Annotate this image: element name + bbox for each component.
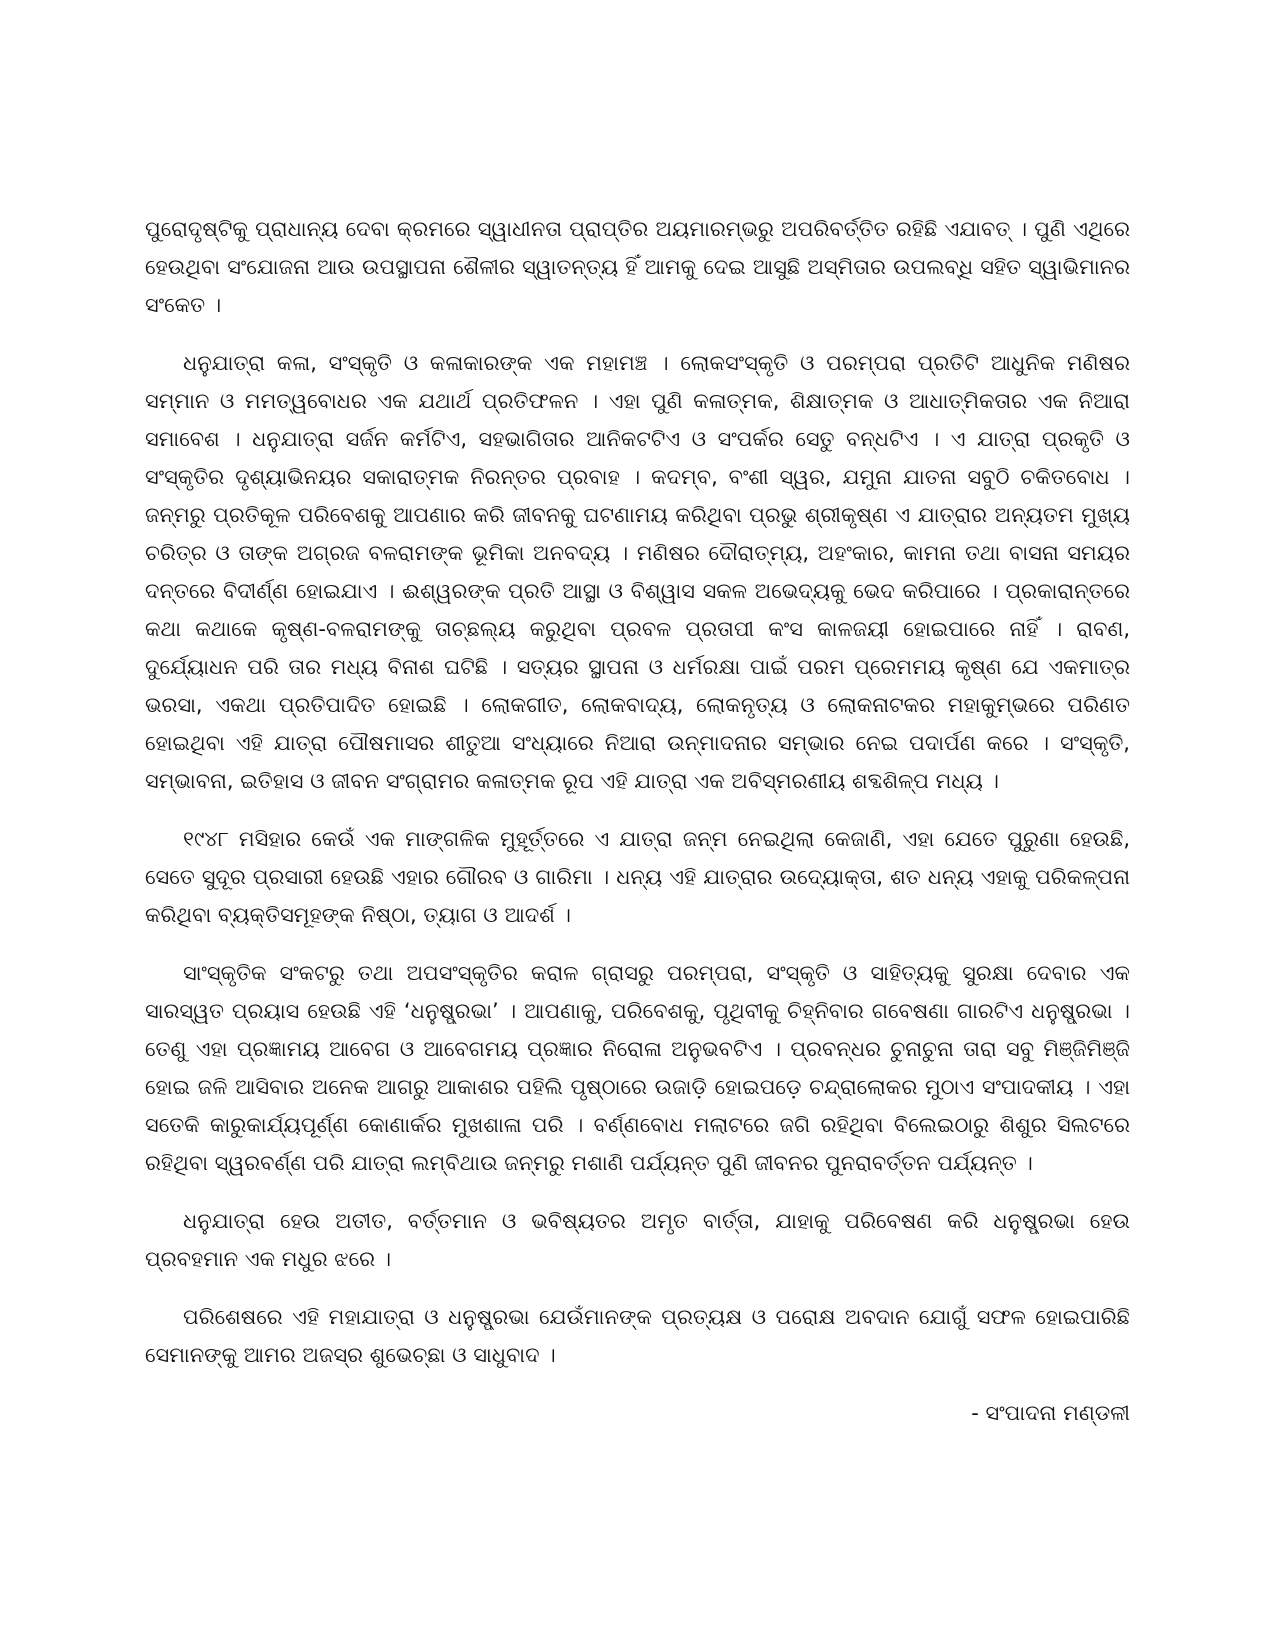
paragraph-6: ପରିଶେଷରେ ଏହି ମହାଯାତ୍ରା ଓ ଧନୁଷ୍ପ୍ରଭା ଯେଉଁମାନଙ୍କ ପ୍ରତ୍ୟକ୍ଷ ଓ ପରୋକ୍ଷ ଅବଦାନ ଯୋଗୁଁ ସଫଳ ହୋଇପାରିଛି ସେମାନଙ୍କୁ ଆମର ଅଜସ୍ର ଶୁଭେଚ୍ଛା ଓ ସାଧୁବାଦ । [145,1305,1130,1367]
paragraph-2: ଧନୁଯାତ୍ରା କଳା, ସଂସ୍କୃତି ଓ କଳାକାରଙ୍କ ଏକ ମହାମଞ୍ଚ । ଲୋକସଂସ୍କୃତି ଓ ପରମ୍ପରା ପ୍ରତିଟି ଆଧୁନିକ ମଣିଷର ସମ୍ମାନ ଓ ମମତ୍ୱବୋଧର ଏକ ଯଥାର୍ଥ ପ୍ରତିଫଳନ । ଏହା ପୁଣି କଳାତ୍ମକ, ଶିକ୍ଷାତ୍ମକ ଓ ଆଧାତ୍ମିକତାର ଏକ ନିଆରା ସମାବେଶ । ଧନୁଯାତ୍ରା ସର୍ଜନ କର୍ମଟିଏ, ସହଭାଗିତାର ଆନିକଟଟିଏ ଓ ସଂପର୍କର ସେତୁ ବନ୍ଧଟିଏ । ଏ ଯାତ୍ରା ପ୍ରକୃତି ଓ ସଂସ୍କୃତିର ଦୃଶ୍ୟାଭିନୟର ସକାରାତ୍ମକ ନିରନ୍ତର ପ୍ରବାହ । କଦମ୍ବ, ବଂଶୀ ସ୍ୱର, ଯମୁନା ଯାତନା ସବୁଠି ଚକିତବୋଧ । ଜନ୍ମରୁ ପ୍ରତିକୂଳ ପରିବେଶକୁ ଆପଣାର କରି ଜୀବନକୁ ଘଟଣାମୟ କରିଥିବା ପ୍ରଭୁ ଶ୍ରୀକୃଷ୍ଣ ଏ ଯାତ୍ରାର ଅନ୍ୟତମ ମୁଖ୍ୟ ଚରିତ୍ର ଓ ତାଙ୍କ ଅଗ୍ରଜ ବଳରାମଙ୍କ ଭୂମିକା ଅନବଦ୍ୟ । ମଣିଷର ଦୌରାତ୍ମ୍ୟ, ଅହଂକାର, କାମନା ତଥା ବାସନା ସମୟର ଦନ୍ତରେ ବିଦୀର୍ଣ୍ଣ ହୋଇଯାଏ । ଈଶ୍ୱରଙ୍କ ପ୍ରତି ଆସ୍ଥା ଓ ବିଶ୍ୱାସ ସକଳ ଅଭେଦ୍ୟକୁ ଭେଦ କରିପାରେ । ପ୍ରକାରାନ୍ତରେ କଥା କଥାକେ କୃଷ୍ଣ-ବଳରାମଙ୍କୁ ତାଚ୍ଛଲ୍ୟ କରୁଥିବା ପ୍ରବଳ ପ୍ରତାପୀ କଂସ କାଳଜୟୀ ହୋଇପାରେ ନାହିଁ । ରାବଣ, ଦୁର୍ଯ୍ୟୋଧନ ପରି ତାର ମଧ୍ୟ ବିନାଶ ଘଟିଛି । ସତ୍ୟର ସ୍ଥାପନା ଓ ଧର୍ମରକ୍ଷା ପାଇଁ ପରମ ପ୍ରେମମୟ କୃଷ୍ଣ ଯେ ଏକମାତ୍ର ଭରସା, ଏକଥା ପ୍ରତିପାଦିତ ହୋଇଛି । ଲୋକଗୀତ, ଲୋକବାଦ୍ୟ, ଲୋକନୃତ୍ୟ ଓ ଲୋକନାଟକର ମହାକୁମ୍ଭରେ ପରିଣତ ହୋଇଥିବା ଏହି ଯାତ୍ରା ପୌଷମାସର ଶୀତୁଆ ସଂଧ୍ୟାରେ ନିଆରା ଉନ୍ମାଦନାର ସମ୍ଭାର ନେଇ ପଦାର୍ପଣ କରେ । ସଂସ୍କୃତି, ସମ୍ଭାବନା, ଇତିହାସ ଓ ଜୀବନ ସଂଗ୍ରାମର କଳାତ୍ମକ ରୂପ ଏହି ଯାତ୍ରା ଏକ ଅବିସ୍ମରଣୀୟ ଶବ୍ଦଶିଳ୍ପ ମଧ୍ୟ । [145,351,1130,793]
editorial-page [145,210,1130,1432]
paragraph-4: ସାଂସ୍କୃତିକ ସଂକଟରୁ ତଥା ଅପସଂସ୍କୃତିର କରାଳ ଗ୍ରାସରୁ ପରମ୍ପରା, ସଂସ୍କୃତି ଓ ସାହିତ୍ୟକୁ ସୁରକ୍ଷା ଦେବାର ଏକ ସାରସ୍ୱତ ପ୍ରୟାସ ହେଉଛି ଏହି ‘ଧନୁଷ୍ପ୍ରଭା’ । ଆପଣାକୁ, ପରିବେଶକୁ, ପୃଥିବୀକୁ ଚିହ୍ନିବାର ଗବେଷଣା ଗାରଟିଏ ଧନୁଷ୍ପ୍ରଭା । ତେଣୁ ଏହା ପ୍ରଜ୍ଞାମୟ ଆବେଗ ଓ ଆବେଗମୟ ପ୍ରଜ୍ଞାର ନିରୋଳା ଅନୁଭବଟିଏ । ପ୍ରବନ୍ଧର ଚୁନାଚୁନା ତାରା ସବୁ ମିଞ୍ଜିମିଞ୍ଜି ହୋଇ ଜଳି ଆସିବାର ଅନେକ ଆଗରୁ ଆକାଶର ପହିଲି ପୃଷ୍ଠାରେ ଉଜାଡ଼ି ହୋଇପଡ଼େ ଚନ୍ଦ୍ରାଲୋକର ମୁଠାଏ ସଂପାଦକୀୟ । ଏହା ସତେକି କାରୁକାର୍ଯ୍ୟପୂର୍ଣ୍ଣ କୋଣାର୍କର ମୁଖଶାଳା ପରି । ବର୍ଣ୍ଣବୋଧ ମଲାଟରେ ଜଗି ରହିଥିବା ବିଲେଇଠାରୁ ଶିଶୁର ସିଲଟରେ ରହିଥିବା ସ୍ୱରବର୍ଣ୍ଣ ପରି ଯାତ୍ରା ଲମ୍ବିଥାଉ ଜନ୍ମରୁ ମଶାଣି ପର୍ଯ୍ୟନ୍ତ ପୁଣି ଜୀବନର ପୁନରାବର୍ତ୍ତନ ପର୍ଯ୍ୟନ୍ତ । [145,961,1130,1175]
paragraph-5: ଧନୁଯାତ୍ରା ହେଉ ଅତୀତ, ବର୍ତ୍ତମାନ ଓ ଭବିଷ୍ୟତର ଅମୃତ ବାର୍ତ୍ତା, ଯାହାକୁ ପରିବେଷଣ କରି ଧନୁଷ୍ପ୍ରଭା ହେଉ ପ୍ରବହମାନ ଏକ ମଧୁର ଝରେ । [145,1209,1130,1271]
paragraph-3: ୧୯୪୮ ମସିହାର କେଉଁ ଏକ ମାଙ୍ଗଳିକ ମୁହୂର୍ତ୍ତରେ ଏ ଯାତ୍ରା ଜନ୍ମ ନେଇଥିଲା କେଜାଣି, ଏହା ଯେତେ ପୁରୁଣା ହେଉଛି, ସେତେ ସୁଦୂର ପ୍ରସାରୀ ହେଉଛି ଏହାର ଗୌରବ ଓ ଗାରିମା । ଧନ୍ୟ ଏହି ଯାତ୍ରାର ଉଦ୍ୟୋକ୍ତା, ଶତ ଧନ୍ୟ ଏହାକୁ ପରିକଳ୍ପନା କରିଥିବା ବ୍ୟକ୍ତିସମୂହଙ୍କ ନିଷ୍ଠା, ତ୍ୟାଗ ଓ ଆଦର୍ଶ । [145,827,1130,927]
editorial-signature: - ସଂପାଦନା ମଣ୍ଡଳୀ [971,1401,1130,1425]
paragraph-1: ପୁରୋଦୃଷ୍ଟିକୁ ପ୍ରାଧାନ୍ୟ ଦେବା କ୍ରମରେ ସ୍ୱାଧୀନତା ପ୍ରାପ୍ତିର ଅୟମାରମ୍ଭରୁ ଅପରିବର୍ତ୍ତିତ ରହିଛି ଏଯାବତ୍ । ପୁଣି ଏଥିରେ ହେଉଥିବା ସଂଯୋଜନା ଆଉ ଉପସ୍ଥାପନା ଶୈଳୀର ସ୍ୱାତନ୍ତ୍ୟ ହିଁ ଆମକୁ ଦେଇ ଆସୁଛି ଅସ୍ମିତାର ଉପଲବ୍ଧି ସହିତ ସ୍ୱାଭିମାନର ସଂକେତ । [145,217,1130,317]
